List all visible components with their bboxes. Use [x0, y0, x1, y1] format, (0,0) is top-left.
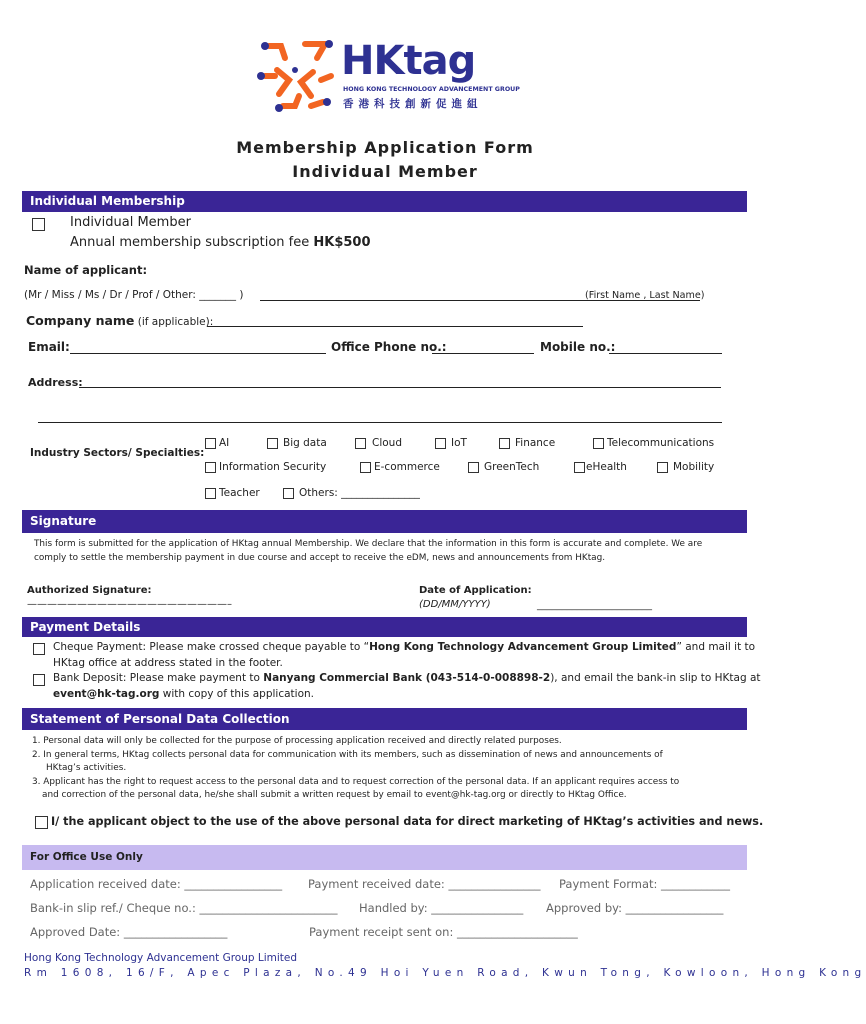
- industry-infosec-checkbox[interactable]: [205, 462, 216, 473]
- office-phone-field[interactable]: [432, 353, 534, 354]
- mobile-label: Mobile no.:: [540, 340, 616, 354]
- cheque-payee: Hong Kong Technology Advancement Group Limited: [369, 641, 677, 653]
- approved-by: Approved by: _________________: [546, 901, 724, 915]
- fee-label: Annual membership subscription fee: [70, 235, 314, 250]
- payment-receipt-sent: Payment receipt sent on: _____________________: [309, 925, 578, 939]
- authorized-signature-line[interactable]: ————————————————————–: [27, 599, 232, 610]
- industry-ehealth-checkbox[interactable]: [574, 462, 585, 473]
- personal-data-item-3: 3. Applicant has the right to request access to the personal data and to request correction of the personal data. If an applicant requires access to: [32, 776, 680, 787]
- industry-others-checkbox[interactable]: [283, 488, 294, 499]
- company-name-label: [26, 313, 213, 328]
- industry-infosec-label: Information Security: [219, 461, 327, 473]
- form-title: [0, 138, 770, 181]
- industry-cloud-checkbox[interactable]: [355, 438, 366, 449]
- industry-sectors-label: Industry Sectors/ Specialties:: [30, 447, 205, 459]
- fee-amount: HK$500: [313, 235, 371, 250]
- industry-greentech-checkbox[interactable]: [468, 462, 479, 473]
- mobile-field[interactable]: [609, 353, 722, 354]
- industry-finance-label: Finance: [515, 437, 556, 449]
- company-label-text: Company name: [26, 313, 135, 328]
- approved-date: Approved Date: __________________: [30, 925, 228, 939]
- object-marketing-checkbox[interactable]: [35, 816, 48, 829]
- authorized-signature-label: Authorized Signature:: [27, 585, 152, 596]
- industry-telecom-checkbox[interactable]: [593, 438, 604, 449]
- cheque-payment-checkbox[interactable]: [33, 643, 45, 655]
- personal-data-item-2: 2. In general terms, HKtag collects personal data for communication with its members, such as dissemination of news and announcements of: [32, 749, 663, 760]
- bank-pre: Bank Deposit: Please make payment to: [53, 672, 264, 684]
- industry-ecommerce-label: E-commerce: [374, 461, 440, 473]
- address-field-line2[interactable]: [38, 422, 722, 423]
- company-hint: (if applicable):: [134, 316, 214, 328]
- membership-fee-text: [70, 235, 371, 250]
- industry-teacher-label: Teacher: [219, 487, 260, 499]
- bank-email: event@hk-tag.org: [53, 688, 160, 700]
- address-field-line1[interactable]: [79, 387, 721, 388]
- logo: [255, 36, 520, 116]
- bank-post: ), and email the bank-in slip to HKtag at: [550, 672, 761, 684]
- industry-finance-checkbox[interactable]: [499, 438, 510, 449]
- date-of-application-label: Date of Application:: [419, 585, 532, 596]
- email-label: Email:: [28, 340, 70, 354]
- bank-deposit-text: [53, 672, 761, 684]
- cheque-pre: Cheque Payment: Please make crossed cheque payable to “: [53, 641, 370, 653]
- industry-iot-checkbox[interactable]: [435, 438, 446, 449]
- industry-greentech-label: GreenTech: [484, 461, 540, 473]
- application-received-date: Application received date: _________________: [30, 877, 283, 891]
- cheque-post: ” and mail it to: [676, 641, 756, 653]
- industry-bigdata-label: Big data: [283, 437, 327, 449]
- industry-mobility-checkbox[interactable]: [657, 462, 668, 473]
- bank-deposit-checkbox[interactable]: [33, 674, 45, 686]
- form-title-line2: Individual Member: [292, 162, 478, 181]
- logo-wordmark: HKtag: [341, 38, 476, 84]
- logo-subtitle-zh: 香港科技創新促進組: [343, 98, 483, 110]
- personal-data-header: Statement of Personal Data Collection: [22, 708, 747, 730]
- footer-org-name: Hong Kong Technology Advancement Group Limited: [24, 952, 298, 964]
- individual-member-label: Individual Member: [70, 215, 191, 230]
- bank-line2-post: with copy of this application.: [159, 688, 314, 700]
- payment-format: Payment Format: ____________: [559, 877, 731, 891]
- industry-ai-checkbox[interactable]: [205, 438, 216, 449]
- payment-details-header: Payment Details: [22, 617, 747, 637]
- address-label: Address:: [28, 376, 83, 389]
- footer-address: Rm 1608, 16/F, Apec Plaza, No.49 Hoi Yuen Road, Kwun Tong, Kowloon, Hong Kong: [24, 967, 866, 979]
- cheque-payment-text-line2: HKtag office at address stated in the footer.: [53, 657, 283, 669]
- personal-data-item-2-cont: HKtag’s activities.: [46, 763, 127, 774]
- signature-header: Signature: [22, 510, 747, 533]
- form-title-line1: Membership Application Form: [236, 138, 534, 157]
- bank-deposit-text-line2: [53, 688, 314, 700]
- declaration-text: This form is submitted for the application of HKtag annual Membership. We declare that the information in this form is accurate and complete. We are comply to settle the membership payment in due course and accept to receive the eDM, news and announcements from HKtag.: [34, 539, 703, 563]
- office-use-header: For Office Use Only: [22, 845, 747, 870]
- industry-mobility-label: Mobility: [673, 461, 715, 473]
- industry-ehealth-label: eHealth: [586, 461, 627, 473]
- salutation-options: (Mr / Miss / Ms / Dr / Prof / Other: _______ ): [24, 289, 244, 301]
- industry-others-label: Others: _______________: [299, 487, 420, 499]
- office-phone-label: Office Phone no.:: [331, 340, 447, 354]
- industry-ai-label: AI: [219, 437, 230, 449]
- name-format-hint: (First Name , Last Name): [585, 290, 705, 301]
- industry-ecommerce-checkbox[interactable]: [360, 462, 371, 473]
- industry-cloud-label: Cloud: [372, 437, 402, 449]
- object-marketing-label: I/ the applicant object to the use of the above personal data for direct marketing of HKtag’s activities and news.: [51, 815, 764, 828]
- date-format-hint: (DD/MM/YYYY): [419, 599, 491, 610]
- bankin-slip-ref: Bank-in slip ref./ Cheque no.: ________________________: [30, 901, 338, 915]
- cheque-payment-text: [53, 641, 755, 653]
- personal-data-item-3-cont: and correction of the personal data, he/she shall submit a written request by email to event@hk-tag.org or directly to HKtag Office.: [42, 790, 627, 801]
- personal-data-item-1: 1. Personal data will only be collected for the purpose of processing application received and directly related purposes.: [32, 736, 562, 746]
- industry-telecom-label: Telecommunications: [607, 437, 715, 449]
- industry-iot-label: IoT: [451, 437, 467, 449]
- personal-data-list: [32, 735, 679, 803]
- payment-received-date: Payment received date: ________________: [308, 877, 541, 891]
- bank-name: Nanyang Commercial Bank (043-514-0-008898-2: [263, 672, 551, 684]
- company-name-field[interactable]: [207, 326, 583, 327]
- date-of-application-field[interactable]: _______________________: [537, 600, 652, 611]
- email-field[interactable]: [70, 353, 326, 354]
- industry-teacher-checkbox[interactable]: [205, 488, 216, 499]
- industry-bigdata-checkbox[interactable]: [267, 438, 278, 449]
- hktag-logo-icon: [255, 36, 337, 116]
- individual-member-checkbox[interactable]: [32, 218, 45, 231]
- handled-by: Handled by: ________________: [359, 901, 524, 915]
- logo-subtitle-en: HONG KONG TECHNOLOGY ADVANCEMENT GROUP: [343, 86, 520, 93]
- name-of-applicant-label: Name of applicant:: [24, 263, 148, 277]
- individual-membership-header: Individual Membership: [22, 191, 747, 212]
